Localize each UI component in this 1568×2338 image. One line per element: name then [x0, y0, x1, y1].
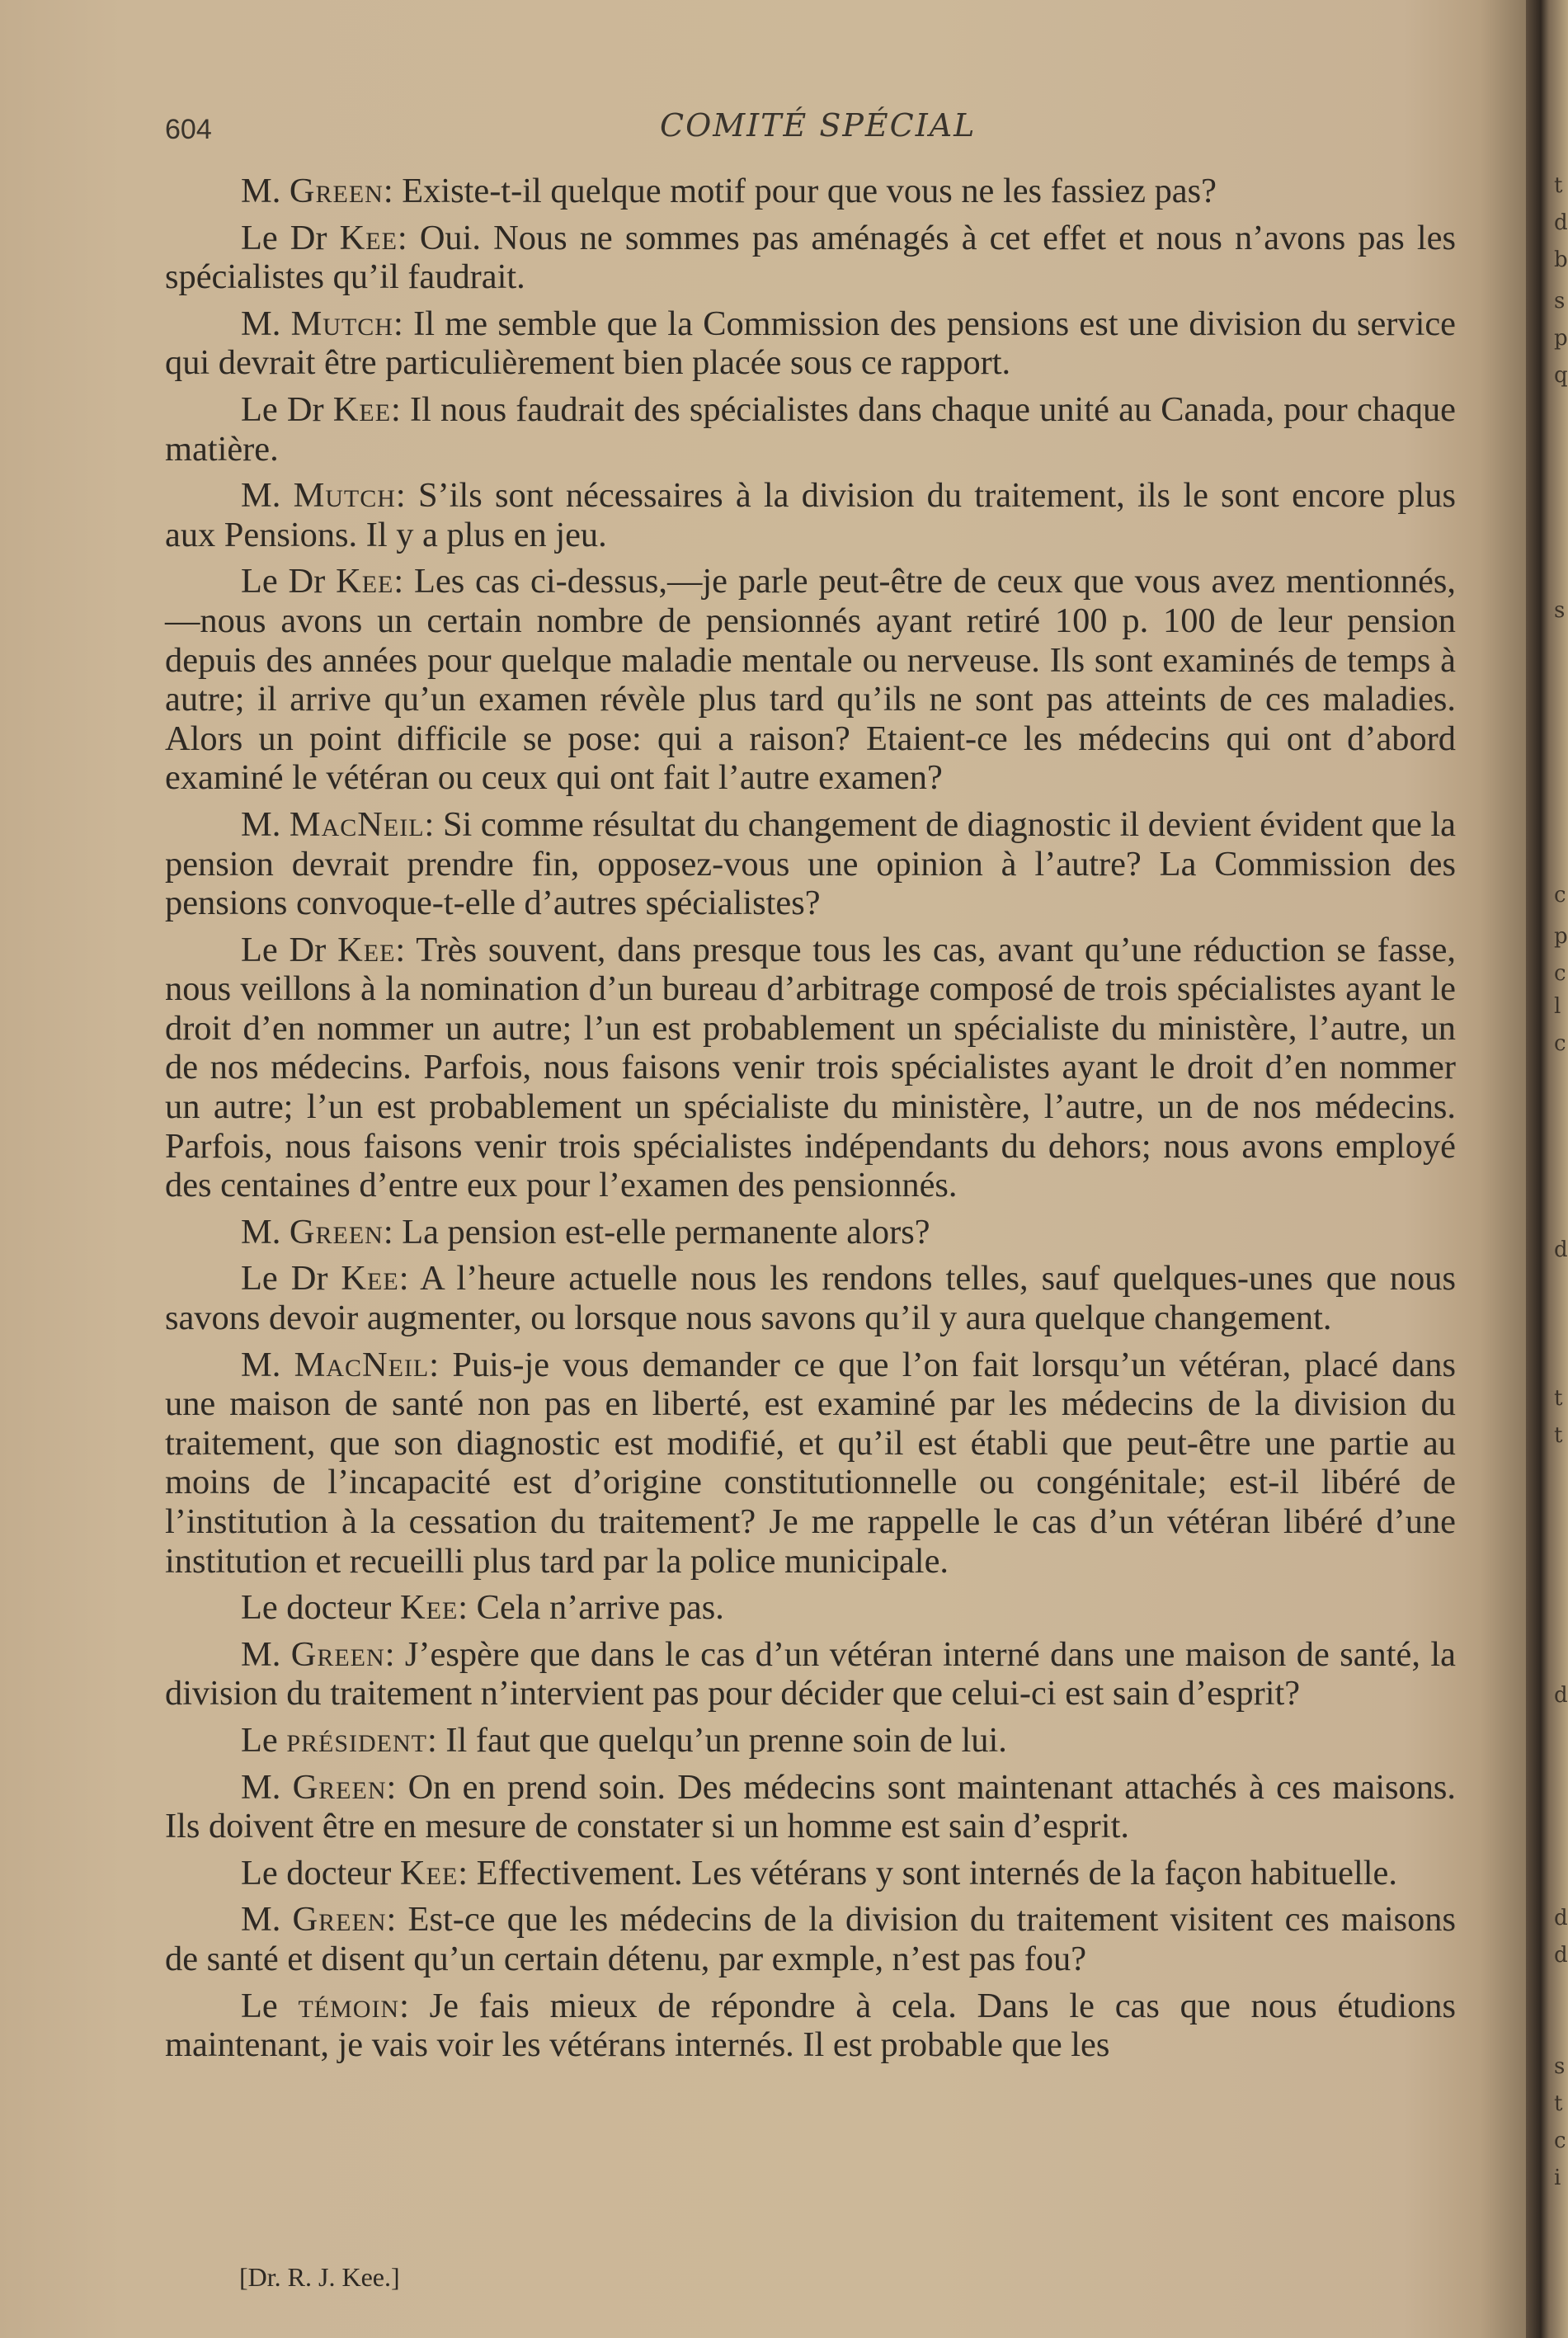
edge-letter: s: [1554, 598, 1566, 623]
edge-letter: d: [1554, 1906, 1568, 1930]
edge-letter: c: [1554, 883, 1566, 907]
edge-letter: t: [1554, 173, 1563, 198]
speaker-name: Green: [289, 1212, 384, 1251]
footer-attribution: [Dr. R. J. Kee.]: [239, 2262, 400, 2292]
edge-letter: d: [1554, 1943, 1568, 1968]
paragraph: Le Dr Kee: Les cas ci-dessus,—je parle peut-être de ceux que vous avez mentionnés,—nous avons un certain nombre de pensionnés ayant retiré 100 p. 100 de leur pension depuis des années pour quelque maladie mentale ou nerveuse. Ils sont examinés de temps à autre; il arrive qu’un examen révèle plus tard qu’ils ne sont pas atteints de ces maladies. Alors un point difficile se pose: qui a raison? Etaient-ce les médecins qui ont d’abord examiné le vétéran ou ceux qui ont fait l’autre examen?: [165, 562, 1456, 798]
edge-letter: b: [1554, 247, 1568, 272]
speaker-name: Green: [289, 172, 384, 210]
speaker-name: Kee: [400, 1853, 459, 1893]
edge-letter: t: [1554, 2091, 1563, 2116]
edge-letter: i: [1554, 2166, 1561, 2190]
speaker-name: Kee: [339, 218, 398, 257]
paragraph: Le Dr Kee: Oui. Nous ne sommes pas aménagés à cet effet et nous n’avons pas les spécialistes qu’il faudrait.: [165, 218, 1456, 297]
paragraph: M. Green: J’espère que dans le cas d’un vétéran interné dans une maison de santé, la division du traitement n’intervient pas pour décider que celui-ci est sain d’esprit?: [165, 1634, 1456, 1713]
paragraph: Le Dr Kee: Très souvent, dans presque tous les cas, avant qu’une réduction se fasse, nous veillons à la nomination d’un bureau d’arbitrage composé de trois spécialistes ayant le droit d’en nommer un autre; l’un est probablement un spécialiste du ministère, l’autre, un de nos médecins. Parfois, nous faisons venir trois spécialistes ayant le droit d’en nommer un autre; l’un est probablement un spécialiste du ministère, l’autre, un de nos médecins. Parfois, nous faisons venir trois spécialistes indépendants du dehors; nous avons employé des centaines d’entre eux pour l’examen des pensionnés.: [165, 930, 1457, 1205]
paragraph: Le docteur Kee: Cela n’arrive pas.: [241, 1588, 724, 1628]
paragraph: M. MacNeil: Puis-je vous demander ce que l’on fait lorsqu’un vétéran, placé dans une maison de santé non pas en liberté, est examiné par les médecins de la division du traitement, que son diagnostic est modifié, et qu’il est établi que peut-être une partie au moins de l’incapacité est d’origine constitutionnelle ou congénitale; est-il libéré de l’institution à la cessation du traitement? Je me rappelle le cas d’un vétéran libéré d’une institution et recueilli plus tard par la police municipale.: [165, 1345, 1456, 1581]
speaker-name: président: [286, 1720, 427, 1760]
speaker-name: Mutch: [293, 476, 396, 516]
edge-letter: d: [1554, 210, 1568, 235]
speaker-name: Kee: [332, 389, 392, 429]
edge-letter: d: [1554, 1683, 1568, 1708]
speaker-name: Mutch: [290, 304, 393, 343]
edge-letter: p: [1554, 924, 1568, 949]
paragraph: M. Mutch: S’ils sont nécessaires à la division du traitement, ils le sont encore plus aux Pensions. Il y a plus en jeu.: [165, 476, 1456, 554]
edge-letter: q: [1554, 363, 1568, 388]
speaker-name: Kee: [337, 930, 396, 969]
edge-letter: s: [1554, 2054, 1566, 2079]
edge-letter: c: [1554, 961, 1566, 986]
edge-letter: d: [1554, 1237, 1568, 1262]
paragraph: M. Green: On en prend soin. Des médecins sont maintenant attachés à ces maisons. Ils doivent être en mesure de constater si un homme est sain d’esprit.: [165, 1767, 1456, 1846]
speaker-name: Kee: [341, 1259, 399, 1299]
paragraph: Le témoin: Je fais mieux de répondre à cela. Dans le cas que nous étudions maintenant, je vais voir les vétérans internés. Il est probable que les: [165, 1986, 1456, 2065]
edge-letter: p: [1554, 326, 1568, 351]
speaker-name: Green: [292, 1900, 387, 1940]
body-text: [165, 172, 1456, 2072]
paragraph: M. Green: Est-ce que les médecins de la division du traitement visitent ces maisons de santé et disent qu’un certain détenu, par exmple, n’est pas fou?: [165, 1900, 1456, 1978]
paragraph: M. Mutch: Il me semble que la Commission des pensions est une division du service qui devrait être particulièrement bien placée sous ce rapport.: [165, 304, 1456, 383]
speaker-name: témoin: [298, 1986, 400, 2025]
edge-letter: c: [1554, 1031, 1566, 1056]
paragraph: Le docteur Kee: Effectivement. Les vétérans y sont internés de la façon habituelle.: [241, 1853, 1397, 1893]
edge-letter: c: [1554, 2128, 1566, 2153]
speaker-name: MacNeil: [294, 1345, 430, 1384]
speaker-name: Green: [290, 1634, 385, 1674]
paragraph: M. MacNeil: Si comme résultat du changement de diagnostic il devient évident que la pension devrait prendre fin, opposez-vous une opinion à l’autre? La Commission des pensions convoque-t-elle d’autres spécialistes?: [165, 804, 1457, 923]
edge-letter: l: [1554, 994, 1561, 1019]
paragraph: Le président: Il faut que quelqu’un prenne soin de lui.: [241, 1720, 1007, 1760]
edge-letter: t: [1554, 1423, 1563, 1448]
edge-letter: t: [1554, 1386, 1563, 1411]
speaker-name: Kee: [400, 1588, 459, 1628]
speaker-name: Kee: [336, 562, 394, 601]
speaker-name: Green: [292, 1767, 387, 1807]
page-header: [165, 99, 1452, 148]
paragraph: M. Green: Existe-t-il quelque motif pour que vous ne les fassiez pas?: [241, 172, 1217, 210]
paragraph: Le Dr Kee: Il nous faudrait des spécialistes dans chaque unité au Canada, pour chaque matière.: [165, 389, 1456, 469]
page-number: 604: [165, 114, 212, 145]
edge-letter: s: [1554, 289, 1566, 313]
running-title: COMITÉ SPÉCIAL: [660, 107, 977, 144]
speaker-name: MacNeil: [289, 804, 425, 844]
adjacent-page-edge: [1551, 0, 1568, 2338]
paragraph: Le Dr Kee: A l’heure actuelle nous les rendons telles, sauf quelques-unes que nous savons devoir augmenter, ou lorsque nous savons qu’il y aura quelque changement.: [165, 1259, 1456, 1338]
paragraph: M. Green: La pension est-elle permanente alors?: [241, 1212, 930, 1251]
